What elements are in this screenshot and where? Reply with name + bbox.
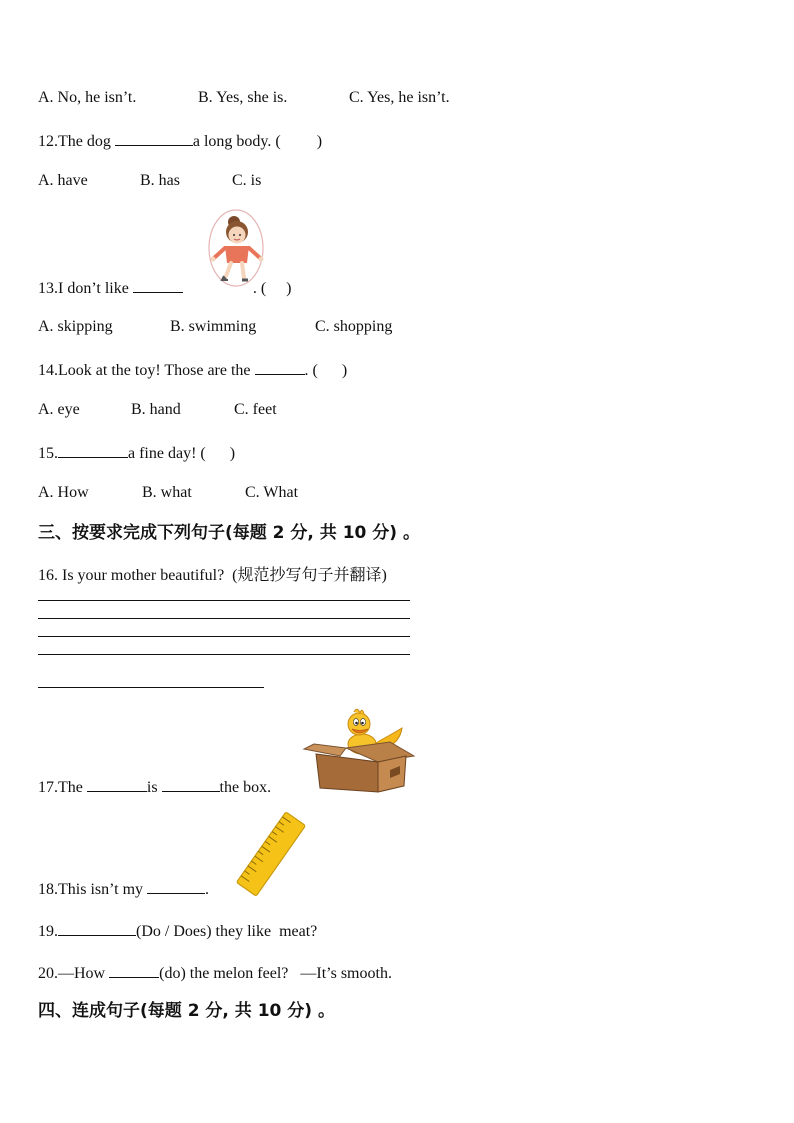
writing-line[interactable]	[38, 618, 410, 619]
question-14: 14.Look at the toy! Those are the . ( )	[38, 359, 347, 381]
question-17: 17.The is the box.	[38, 776, 271, 798]
q12-option-b: B. has	[140, 172, 180, 189]
q12-option-a: A. have	[38, 172, 88, 189]
answer-blank[interactable]	[115, 130, 193, 146]
q13-option-a: A. skipping	[38, 318, 113, 335]
question-12: 12.The dog a long body. ( )	[38, 130, 322, 152]
writing-line[interactable]	[38, 687, 264, 688]
answer-blank[interactable]	[255, 359, 305, 375]
section-3-heading: 三、按要求完成下列句子(每题 2 分, 共 10 分) 。	[38, 523, 420, 543]
writing-line[interactable]	[38, 600, 410, 601]
question-19: 19. (Do / Does) they like meat?	[38, 920, 317, 942]
question-18: 18.This isn’t my .	[38, 878, 209, 900]
q11-option-c: C. Yes, he isn’t.	[349, 89, 450, 106]
answer-blank[interactable]	[133, 277, 183, 293]
question-15: 15. a fine day! ( )	[38, 442, 235, 464]
answer-blank[interactable]	[147, 878, 205, 894]
q11-option-a: A. No, he isn’t.	[38, 89, 137, 106]
q13-option-c: C. shopping	[315, 318, 393, 335]
answer-blank[interactable]	[109, 962, 159, 978]
q15-option-a: A. How	[38, 484, 89, 501]
q15-option-b: B. what	[142, 484, 192, 501]
answer-blank[interactable]	[58, 442, 128, 458]
q12-option-c: C. is	[232, 172, 262, 189]
writing-line[interactable]	[38, 636, 410, 637]
q13-option-b: B. swimming	[170, 318, 257, 335]
answer-blank[interactable]	[162, 776, 220, 792]
answer-blank[interactable]	[87, 776, 147, 792]
q11-option-b: B. Yes, she is.	[198, 89, 288, 106]
question-13: 13.I don’t like . ( )	[38, 277, 291, 299]
answer-blank[interactable]	[58, 920, 136, 936]
question-20: 20.—How (do) the melon feel? —It’s smooth.	[38, 962, 392, 984]
writing-line[interactable]	[38, 654, 410, 655]
q14-option-b: B. hand	[131, 401, 181, 418]
q15-option-c: C. What	[245, 484, 299, 501]
ruler-icon	[234, 812, 308, 896]
q14-option-a: A. eye	[38, 401, 80, 418]
q14-option-c: C. feet	[234, 401, 277, 418]
duck-in-box-icon	[302, 704, 416, 794]
question-16: 16. Is your mother beautiful? (规范抄写句子并翻译)	[38, 567, 387, 584]
section-4-heading: 四、连成句子(每题 2 分, 共 10 分) 。	[38, 1001, 335, 1021]
